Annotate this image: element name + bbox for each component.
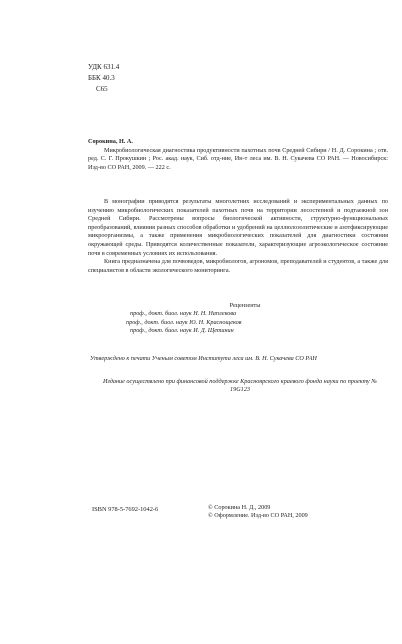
reviewers-heading: Рецензенты [229, 302, 261, 309]
reviewer-line: проф., докт. биол. наук Н. Н. Наплекова [130, 310, 237, 318]
bibliographic-record [88, 138, 388, 172]
udc-code: УДК 631.4 [88, 63, 120, 71]
grant-note: Издание осуществлено при финансовой поддержке Красноярского краевого фонда науки по проекту № 19G123 [102, 378, 378, 394]
reviewer-line: проф., докт. биол. наук И. Д. Щетинин [130, 327, 234, 335]
reviewers-block [120, 302, 350, 336]
classification-codes [88, 62, 119, 95]
isbn: ISBN 978-5-7692-1042-6 [92, 506, 159, 513]
annotation-paragraph: В монографии приводятся результаты многолетних исследований и экспериментальных данных по изучению микробиологических показателей пахотных почв на территории лесостепной и подтаежной зон Средней Сибири. Рассмотрены вопросы биологической активности, структурно-функциональных преобразований, влияния разных способов обработки и удобрений на целлюлозолитические и азотфиксирующие микроорганизмы, а также применения микробиологических показателей для диагностики состояния окружающей среды. Приводятся количественные показатели, характеризующие агроэкологическое состояние почв в современных условиях их использования. [88, 198, 388, 257]
author-heading: Сорокина, Н. А. [88, 138, 133, 145]
bbk-code: ББК 40.3 [88, 74, 115, 82]
copyright-line: © Оформление. Изд-во СО РАН, 2009 [208, 512, 308, 520]
reviewer-line: проф., докт. биол. наук Ю. Н. Краснощеков [126, 318, 242, 326]
copyright-block [208, 504, 308, 521]
author-mark: С65 [96, 85, 108, 93]
approval-note: Утверждено к печати Ученым советом Института леса им. В. Н. Сукачева СО РАН [90, 355, 317, 362]
annotation [88, 198, 388, 275]
copyright-line: © Сорокина Н. Д., 2009 [208, 504, 271, 511]
annotation-paragraph: Книга предназначена для почвоведов, микробиологов, агрономов, преподавателей и студентов, а также для специалистов в области экологического мониторинга. [88, 258, 388, 274]
bibliographic-description: Микробиологическая диагностика продуктивности пахотных почв Средней Сибири / Н. Д. Сорокина ; отв. ред. С. Г. Прокушкин ; Рос. акад. наук, Сиб. отд-ние, Ин-т леса им. В. Н. Сукачева СО РАН. — Новосибирск: Изд-во СО РАН, 2009. — 222 с. [88, 146, 388, 171]
